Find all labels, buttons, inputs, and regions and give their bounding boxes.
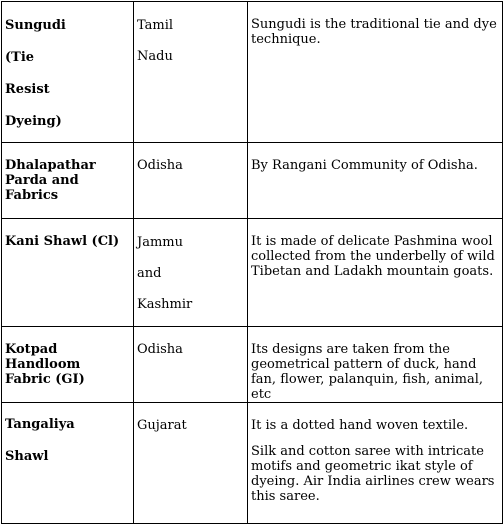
- state-line: Kashmir: [137, 297, 193, 312]
- description-cell: [248, 327, 503, 403]
- textile-name-line: (Tie: [5, 50, 35, 65]
- state-line: Odisha: [137, 158, 183, 173]
- textile-name-line: Resist: [5, 82, 50, 97]
- textile-name-line: Fabrics: [5, 188, 59, 203]
- textile-name-line: Kani Shawl (Cl): [5, 234, 120, 249]
- state-line: Odisha: [137, 342, 183, 357]
- state-line: Tamil: [137, 18, 174, 33]
- table-row: [2, 219, 503, 327]
- table-row: [2, 403, 503, 524]
- description-cell: [248, 143, 503, 219]
- textile-name-cell: [2, 143, 134, 219]
- textile-name-line: Dhalapathar: [5, 158, 96, 173]
- textile-name-cell: [2, 327, 134, 403]
- textile-name-line: Handloom: [5, 357, 81, 372]
- textile-name-line: Tangaliya: [5, 417, 75, 432]
- textile-name-cell: [2, 403, 134, 524]
- state-cell: [134, 327, 248, 403]
- state-line: Nadu: [137, 49, 173, 64]
- state-line: and: [137, 266, 162, 281]
- textiles-table: [1, 1, 503, 524]
- description-text: By Rangani Community of Odisha.: [251, 158, 478, 173]
- textile-name-line: Kotpad: [5, 342, 58, 357]
- textile-name-line: Dyeing): [5, 114, 62, 129]
- textile-name-line: Parda and: [5, 173, 79, 188]
- state-cell: [134, 143, 248, 219]
- description-text: Its designs are taken from the geometrical pattern of duck, hand fan, flower, palanquin, fish, animal, etc: [251, 342, 484, 402]
- textile-name-cell: [2, 2, 134, 143]
- textile-name-line: Shawl: [5, 449, 49, 464]
- textile-name-line: Sungudi: [5, 18, 66, 33]
- textile-name-cell: [2, 219, 134, 327]
- state-cell: [134, 219, 248, 327]
- textile-name-line: Fabric (GI): [5, 372, 85, 387]
- description-cell: [248, 2, 503, 143]
- description-text: It is a dotted hand woven textile.: [251, 418, 469, 433]
- description-cell: [248, 219, 503, 327]
- description-text: It is made of delicate Pashmina wool collected from the underbelly of wild Tibetan and Ladakh mountain goats.: [251, 234, 495, 279]
- table-row: [2, 143, 503, 219]
- table-row: [2, 2, 503, 143]
- state-cell: [134, 2, 248, 143]
- state-line: Gujarat: [137, 418, 187, 433]
- table-row: [2, 327, 503, 403]
- state-cell: [134, 403, 248, 524]
- description-text: Silk and cotton saree with intricate motifs and geometric ikat style of dyeing. Air India airlines crew wears this saree.: [251, 444, 495, 504]
- state-line: Jammu: [137, 235, 183, 250]
- description-cell: [248, 403, 503, 524]
- description-text: Sungudi is the traditional tie and dye technique.: [251, 17, 497, 47]
